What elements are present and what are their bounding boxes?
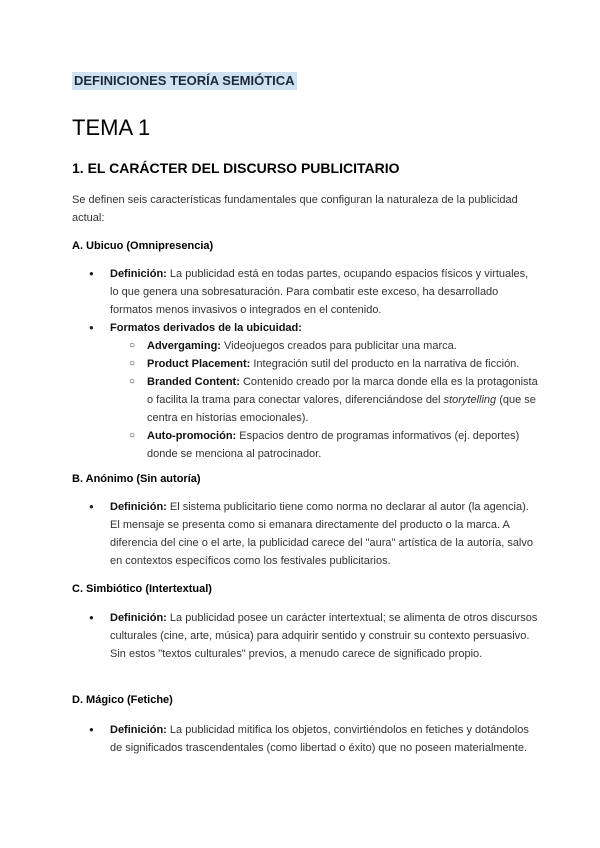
list-item <box>89 498 539 570</box>
definition-label: Definición: <box>110 724 167 736</box>
section-heading: 1. EL CARÁCTER DEL DISCURSO PUBLICITARIO <box>72 160 400 176</box>
list-d <box>89 721 539 757</box>
subheading-a: A. Ubicuo (Omnipresencia) <box>72 240 214 252</box>
definition-text: La publicidad posee un carácter intertextual; se alimenta de otros discursos culturales (cine, arte, música) para adquirir sentido y construir su contexto persuasivo. Sin estos "textos culturales" previos, a menudo carece de significado propio. <box>110 612 538 660</box>
list-item <box>89 609 539 663</box>
subheading-b: B. Anónimo (Sin autoría) <box>72 473 201 485</box>
definition-text: La publicidad está en todas partes, ocupando espacios físicos y virtuales, lo que genera una sobresaturación. Para combatir este exceso, ha desarrollado formatos menos invasivos o integrados en el contenido. <box>110 268 529 316</box>
formats-label: Formatos derivados de la ubicuidad: <box>110 322 302 334</box>
format-label: Auto-promoción: <box>147 430 237 442</box>
list-item <box>89 265 539 319</box>
format-text: Videojuegos creados para publicitar una marca. <box>220 340 457 352</box>
subheading-d: D. Mágico (Fetiche) <box>72 694 173 706</box>
definition-label: Definición: <box>110 612 167 624</box>
format-emphasis: storytelling <box>443 394 497 406</box>
format-text: Contenido creado por la marca donde ella es la protagonista o facilita la trama para conectar valores, diferenciándose del <box>147 376 538 406</box>
document-header: DEFINICIONES TEORÍA SEMIÓTICA <box>74 73 295 88</box>
definition-text: El sistema publicitario tiene como norma no declarar al autor (la agencia). El mensaje se presenta como si emanara directamente del producto o la marca. A diferencia del cine o el arte, la publicidad carece del "aura" artística de la autoría, salvo en contextos específicos como los festivales publicitarios. <box>110 501 533 567</box>
list-item <box>89 721 539 757</box>
subheading-c: C. Simbiótico (Intertextual) <box>72 583 212 595</box>
format-text: Integración sutil del producto en la narrativa de ficción. <box>250 358 520 370</box>
format-text-tail: (que se centra en historias emocionales). <box>147 394 536 424</box>
format-text: Espacios dentro de programas informativos (ej. deportes) donde se menciona al patrocinador. <box>147 430 520 460</box>
definition-label: Definición: <box>110 268 167 280</box>
list-b <box>89 498 539 570</box>
definition-label: Definición: <box>110 501 167 513</box>
sub-list-item <box>131 355 539 373</box>
sub-list-item <box>131 337 539 355</box>
sub-list-item <box>131 427 539 463</box>
list-a <box>89 265 539 463</box>
sub-list-item <box>131 373 539 427</box>
formats-list <box>131 337 539 463</box>
list-item <box>89 319 539 463</box>
definition-text: La publicidad mitifica los objetos, convirtiéndolos en fetiches y dotándolos de significados trascendentales (como libertad o éxito) que no poseen materialmente. <box>110 724 529 754</box>
intro-paragraph: Se definen seis características fundamentales que configuran la naturaleza de la publicidad actual: <box>72 194 518 224</box>
page-title: TEMA 1 <box>72 115 151 140</box>
format-label: Product Placement: <box>147 358 251 370</box>
format-label: Advergaming: <box>147 340 221 352</box>
format-label: Branded Content: <box>147 376 240 388</box>
list-c <box>89 609 539 663</box>
